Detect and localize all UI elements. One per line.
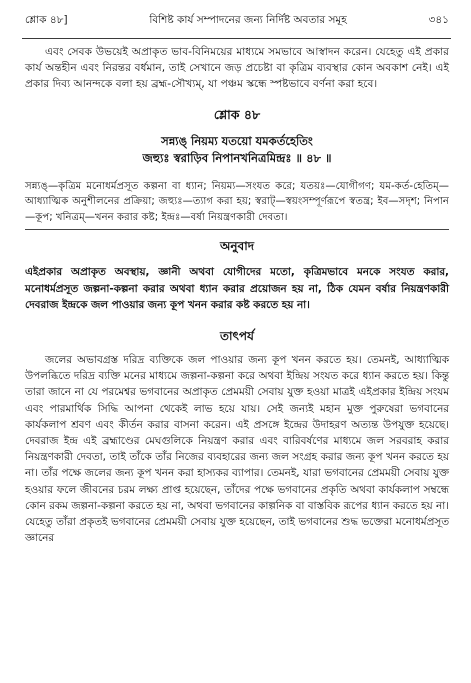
sanskrit-verse — [25, 133, 449, 167]
synonyms-paragraph: সন্ন্যঙ্—কৃত্রিম মনোধর্মপ্রসূত কল্পনা বা ধ্যান; নিয়ম্য—সংযত করে; যতয়ঃ—যোগীগণ; যম-কর্ত-হেতিম্—আধ্যাত্মিক অনুশীলনের প্রক্রিয়া; জহ্যুঃ—ত্যাগ করা হয়; স্বরাট্—স্বয়ংসম্পূর্ণরূপে স্বতন্ত্র; ইব—সদৃশ; নিপান—কূপ; খনিত্রম্—খনন করার কষ্ট; ইন্দ্রঃ—বর্ষা নিয়ন্ত্রণকারী দেবতা। — [25, 180, 449, 223]
translation-paragraph: এইপ্রকার অপ্রাকৃত অবস্থায়, জ্ঞানী অথবা যোগীদের মতো, কৃত্রিমভাবে মনকে সংযত করার, মনোধর্মপ্রসূত জল্পনা-কল্পনা করার অথবা ধ্যান করার প্রয়োজন হয় না, ঠিক যেমন বর্ষার নিয়ন্ত্রণকারী দেবরাজ ইন্দ্রকে জল পাওয়ার জন্য কূপ খনন করার কষ্ট করতে হয় না। — [25, 266, 449, 312]
header-divider — [22, 38, 451, 39]
verse-heading: শ্লোক ৪৮ — [213, 106, 261, 122]
page-body — [25, 44, 449, 546]
translation-title: অনুবাদ — [219, 239, 255, 254]
page-number: ৩৪১ — [428, 14, 449, 26]
synonyms-divider — [25, 229, 449, 230]
header-verse-ref: শ্লোক ৪৮] — [25, 14, 68, 26]
header-chapter-title: বিশিষ্ট কার্য সম্পাদনের জন্য নির্দিষ্ট অবতার সমূহ — [149, 14, 347, 26]
running-header — [25, 13, 449, 33]
verse-line-1: সন্ন্যঙ্ নিয়ম্য যতয়ো যমকর্তহেতিং — [161, 133, 313, 148]
purport-title: তাৎপর্য — [220, 328, 254, 343]
purport-paragraph: জলের অভাবগ্রস্ত দরিদ্র ব্যক্তিকে জল পাওয়ার জন্য কূপ খনন করতে হয়। তেমনই, আধ্যাত্মিক উপলব্ধিতে দরিদ্র ব্যক্তি মনের মাধ্যমে জল্পনা-কল্পনা করে অথবা ইন্দ্রিয় সংযত করে ধ্যান করতে হয়। কিন্তু তারা জানে না যে পরমেশ্বর ভগবানের অপ্রাকৃত প্রেমময়ী সেবায় যুক্ত হওয়া মাত্রই এইপ্রকার ইন্দ্রিয় সংযম এবং পারমার্থিক সিদ্ধি আপনা থেকেই লাভ হয়ে যায়। সেই জন্যই মহান মুক্ত পুরুষেরা ভগবানের কার্যকলাপ শ্রবণ এবং কীর্তন করার বাসনা করেন। এই প্রসঙ্গে ইন্দ্রের উদাহরণ অত্যন্ত উপযুক্ত হয়েছে। দেবরাজ ইন্দ্র এই ব্রহ্মাণ্ডের মেঘগুলিকে নিয়ন্ত্রণ করার এবং বারিবর্ষণের মাধ্যমে জল সরবরাহ করার নিয়ন্ত্রণকারী দেবতা, তাই তাঁকে তাঁর নিজের ব্যবহারের জন্য জল সংগ্রহ করার জন্য কূপ খনন করতে হয় না। তাঁর পক্ষে জলের জন্য কূপ খনন করা হাস্যকর ব্যাপার। তেমনই, যারা ভগবানের প্রেমময়ী সেবায় যুক্ত হওয়ার ফলে জীবনের চরম লক্ষ্য প্রাপ্ত হয়েছেন, তাঁদের পক্ষে ভগবানের প্রকৃতি অথবা কার্যকলাপ সম্বন্ধে কোন রকম জল্পনা-কল্পনা করতে হয় না, অথবা ভগবানের কাল্পনিক বা বাস্তবিক রূপের ধ্যান করতে হয় না। যেহেতু তাঁরা প্রকৃতই ভগবানের প্রেমময়ী সেবায় যুক্ত হয়েছেন, তাই ভগবানের শুদ্ধ ভক্তেরা মনোধর্মপ্রসূত জ্ঞানের — [25, 353, 449, 545]
intro-paragraph: এবং সেবক উভয়েই অপ্রাকৃত ভাব-বিনিময়ের মাধ্যমে সমভাবে আস্বাদন করেন। যেহেতু এই প্রকার কার্য অন্তহীন এবং নিরন্তর বর্ধমান, তাই সেখানে জড় প্রচেষ্টা বা কৃত্রিম ব্যবস্থার কোন অবকাশ নেই। এই প্রকার দিব্য আনন্দকে বলা হয় ব্রহ্ম-সৌখ্যম্, যা পঞ্চম স্কন্ধে স্পষ্টভাবে বর্ণনা করা হবে। — [25, 46, 449, 91]
verse-line-2: জহ্যুঃ স্বরাড়িব নিপানখনিত্রমিন্দ্রঃ ॥ ৪৮ ॥ — [142, 150, 332, 165]
